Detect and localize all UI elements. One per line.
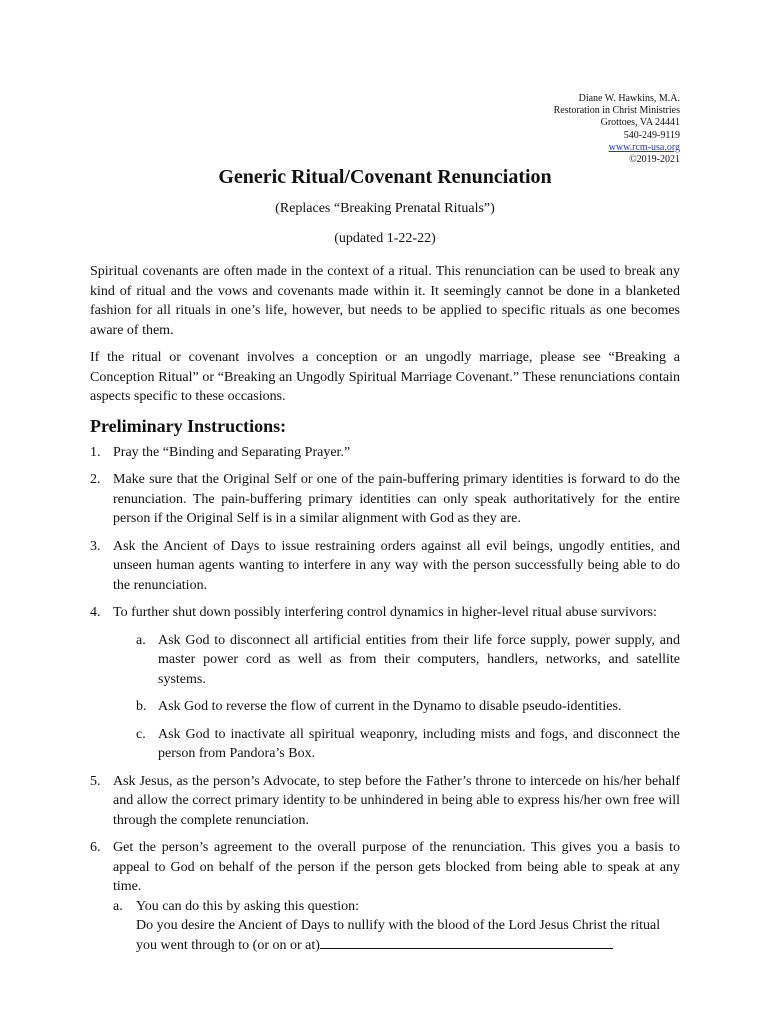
item-number: 1. <box>90 444 101 460</box>
intro-paragraph: Spiritual covenants are often made in the context of a ritual. This renunciation can be used to break any kind of ritual and the vows and covenants made within it. It seemingly cannot be done in a blanketed fashion for all rituals in one’s life, however, but needs to be applied to specific rituals as one becomes aware of them. <box>90 264 680 338</box>
organization-name: Restoration in Christ Ministries <box>553 105 680 117</box>
item-text: To further shut down possibly interfering control dynamics in higher-level ritual abuse survivors: <box>113 605 657 620</box>
item-text: Ask the Ancient of Days to issue restraining orders against all evil beings, ungodly entities, and unseen human agents wanting to interfere in any way with the person successfully being able to do the renunciation. <box>113 538 680 593</box>
instruction-item <box>90 772 680 831</box>
document-body <box>90 164 680 955</box>
sub-item-letter: a. <box>136 632 146 648</box>
document-subtitle: (Replaces “Breaking Prenatal Rituals”) <box>275 201 495 216</box>
sub-item-letter: a. <box>113 898 123 914</box>
intro-paragraph: If the ritual or covenant involves a conception or an ungodly marriage, please see “Breaking a Conception Ritual” or “Breaking an Ungodly Spiritual Marriage Covenant.” These renunciations contain aspects specific to these occasions. <box>90 350 680 404</box>
instruction-item <box>90 470 680 529</box>
item-number: 6. <box>90 840 101 855</box>
author-contact-block <box>554 93 680 166</box>
copyright-notice: ©2019-2021 <box>629 154 680 166</box>
sub-item-letter: c. <box>136 726 146 742</box>
instruction-item <box>90 537 680 596</box>
sub-item-text: You can do this by asking this question: <box>136 898 359 914</box>
item-text: Make sure that the Original Self or one of the pain-buffering primary identities is forward to do the renunciation. The pain-buffering primary identities can only speak authoritatively for the entire person if the Original Self is in a similar alignment with God as they are. <box>113 472 680 526</box>
sub-item <box>90 725 680 764</box>
instruction-item <box>90 443 680 463</box>
item-number: 4. <box>90 605 101 620</box>
instruction-list <box>90 443 680 956</box>
item-text: Ask Jesus, as the person’s Advocate, to step before the Father’s throne to intercede on his/her behalf and allow the correct primary identity to be unhindered in being able to express his/her own free will through the complete renunciation. <box>113 773 680 828</box>
sub-item-text: Ask God to inactivate all spiritual weaponry, including mists and fogs, and disconnect the person from Pandora’s Box. <box>158 726 680 761</box>
sub-item-text: Ask God to disconnect all artificial entities from their life force supply, power supply, and master power cord as well as from their computers, handlers, networks, and satellite systems. <box>158 632 680 687</box>
item-text: Pray the “Binding and Separating Prayer.” <box>113 444 351 460</box>
item-number: 3. <box>90 538 101 554</box>
phone-number: 540-249-9119 <box>623 129 680 141</box>
city-address: Grottoes, VA 24441 <box>600 117 680 129</box>
document-title: Generic Ritual/Covenant Renunciation <box>218 166 552 188</box>
instruction-item <box>90 603 680 623</box>
updated-date: (updated 1-22-22) <box>334 231 436 246</box>
item-number: 5. <box>90 773 101 789</box>
author-name: Diane W. Hawkins, M.A. <box>578 93 680 104</box>
sub-item-text: Ask God to reverse the flow of current in the Dynamo to disable pseudo-identities. <box>158 699 622 714</box>
sub-item <box>90 631 680 690</box>
sub-item-letter: b. <box>136 699 147 714</box>
question-text: Do you desire the Ancient of Days to nullify with the blood of the Lord Jesus Christ the ritual you went through to (or on or at) <box>136 918 661 953</box>
instruction-item <box>90 838 680 897</box>
renunciation-question <box>90 916 680 955</box>
sub-item <box>90 697 680 717</box>
item-text: Get the person’s agreement to the overall purpose of the renunciation. This gives you a basis to appeal to God on behalf of the person if the person gets blocked from being able to speak at any time. <box>113 840 680 894</box>
section-heading: Preliminary Instructions: <box>90 415 287 436</box>
website-link[interactable]: www.rcm-usa.org <box>608 141 680 153</box>
item-number: 2. <box>90 472 101 487</box>
fill-in-blank[interactable] <box>320 936 613 949</box>
sub-item <box>90 897 680 917</box>
